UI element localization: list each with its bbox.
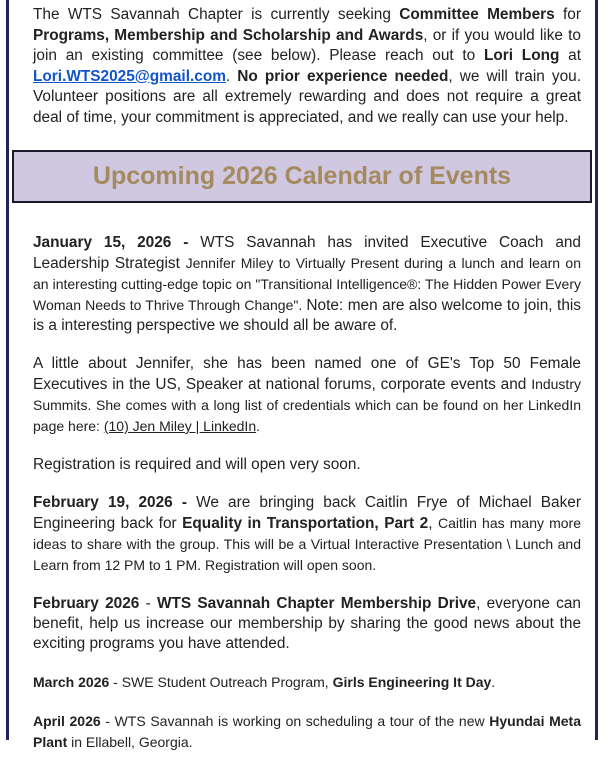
event-date: February 2026 — [33, 595, 140, 612]
intro-text: , we will train you. Volunteer positions are all extremely rewarding and does not require a great deal of time, your commitment is appreciated, and we really can use your help. — [33, 67, 581, 126]
registration-note: Registration is required and will open very soon. — [33, 456, 361, 473]
linkedin-link[interactable]: (10) Jen Miley | LinkedIn — [103, 418, 257, 434]
event-text: Note: men are also welcome to join, this is a interesting perspective we should all be aware of. — [33, 297, 581, 334]
intro-bold-no-experience: No prior experience needed — [237, 67, 449, 85]
about-text: Industry Summits. She comes with a long list of credentials which can be found on her LinkedIn page here: — [33, 376, 581, 434]
intro-text: The WTS Savannah Chapter is currently seeking — [33, 6, 400, 23]
event-text: , everyone can benefit, help us increase our membership by sharing the good news about the exciting programs you have attended. — [33, 595, 581, 652]
event-text: , — [428, 515, 439, 532]
calendar-title: Upcoming 2026 Calendar of Events — [92, 162, 512, 190]
event-january — [33, 233, 581, 336]
event-text: in Ellabell, Georgia. — [67, 734, 193, 750]
calendar-banner — [12, 150, 592, 203]
about-jennifer — [33, 354, 581, 437]
event-bold-title: Girls Engineering It Day — [332, 674, 492, 690]
event-date: March 2026 — [33, 674, 110, 690]
event-february-19 — [33, 493, 581, 576]
intro-text: , or if you would like to join an existing committee (see below). Please reach out to — [33, 26, 581, 65]
event-text: Caitlin has many more ideas to share with the group. This will be a Virtual Interactive Presentation \ Lunch and Learn from 12 PM to 1 PM. Registration will open soon. — [33, 515, 581, 573]
intro-text: . — [225, 67, 238, 85]
event-date: April 2026 — [33, 713, 101, 729]
event-text: - — [139, 595, 157, 612]
event-bold-title: Hyundai Meta Plant — [33, 713, 582, 750]
event-february-membership — [33, 594, 581, 654]
intro-paragraph — [33, 5, 581, 129]
intro-bold-committee: Committee Members — [399, 6, 555, 23]
event-date: February 19, 2026 - — [33, 494, 187, 511]
event-march — [33, 672, 581, 693]
event-text: Jennifer Miley to Virtually Present during a lunch and learn on an interesting cutting-edge topic on "Transitional Intelligence®: The Hidden Power Every Woman Needs to Thrive Through Change". — [33, 255, 581, 313]
intro-bold-programs: Programs, Membership and Scholarship and Awards — [33, 26, 424, 44]
intro-bold-contact: Lori Long — [483, 47, 560, 65]
event-bold-title: WTS Savannah Chapter Membership Drive — [156, 595, 477, 612]
intro-text: for — [554, 6, 581, 23]
event-text: We are bringing back Caitlin Frye of Michael Baker Engineering back for — [33, 494, 581, 532]
event-date: January 15, 2026 - — [33, 234, 189, 251]
event-bold-title: Equality in Transportation, Part 2 — [182, 515, 429, 532]
events-list — [33, 233, 581, 771]
email-link[interactable]: Lori.WTS2025@gmail.com — [33, 67, 226, 85]
about-text: . — [256, 418, 260, 434]
event-text: - WTS Savannah is working on scheduling a tour of the new — [100, 713, 490, 729]
about-text: A little about Jennifer, she has been named one of GE's Top 50 Female Executives in the US, Speaker at national forums, corporate events and — [33, 355, 581, 393]
newsletter-frame — [6, 0, 598, 750]
event-text: WTS Savannah has invited Executive Coach and Leadership Strategist — [33, 234, 581, 272]
event-text: . — [491, 674, 496, 690]
event-april — [33, 711, 581, 753]
event-text: - SWE Student Outreach Program, — [109, 674, 333, 690]
intro-text: at — [559, 47, 581, 65]
